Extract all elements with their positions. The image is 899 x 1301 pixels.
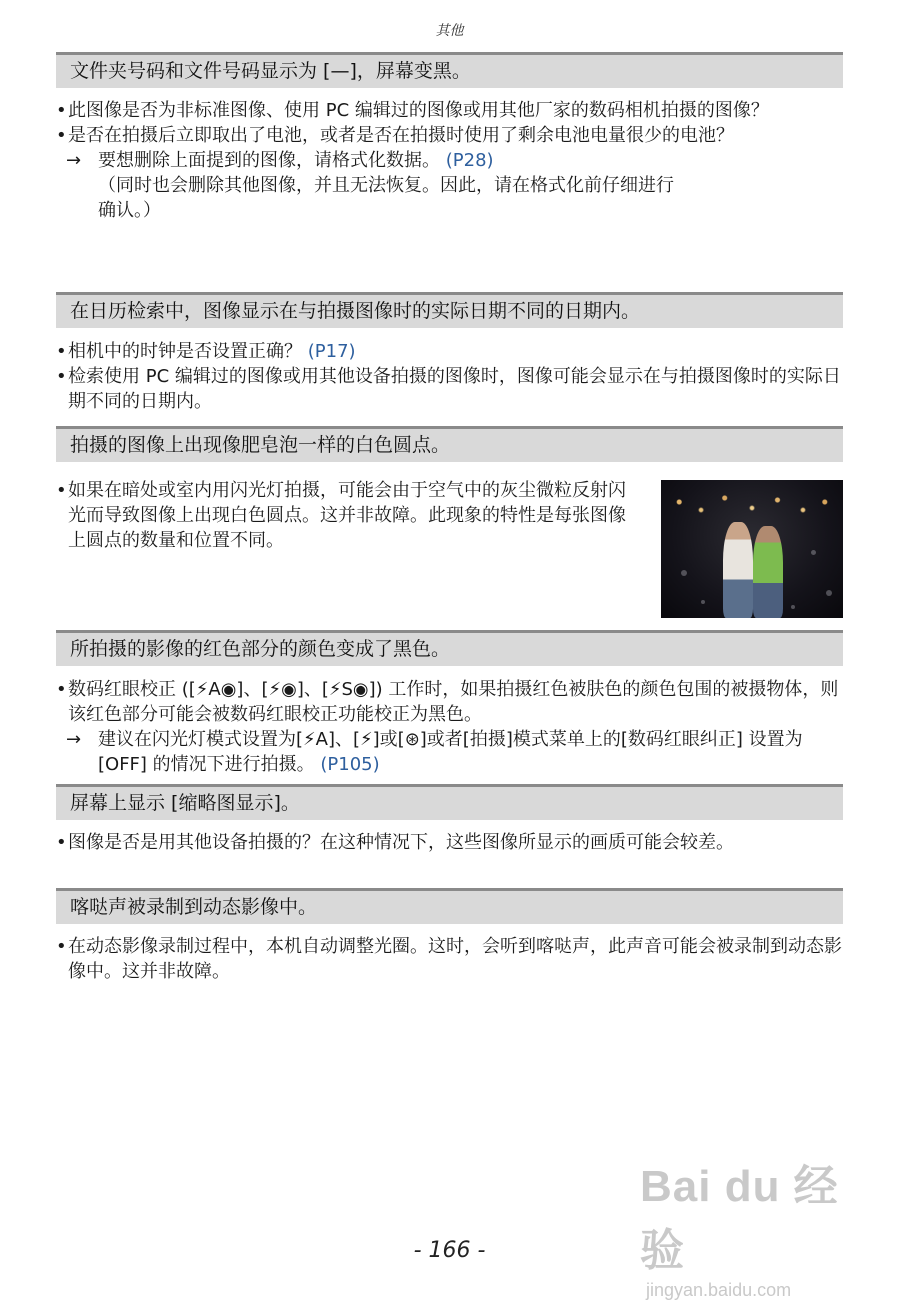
- page-number: - 166 -: [413, 1238, 486, 1263]
- arrow-icon: →: [66, 150, 82, 171]
- dust-orb: [791, 605, 795, 609]
- arrow-instruction: [56, 148, 843, 173]
- section-body-blank-folder-number: [56, 98, 843, 223]
- bullet-item: • 是否在拍摄后立即取出了电池，或者是否在拍摄时使用了剩余电池电量很少的电池？: [56, 123, 843, 148]
- bullet-item: • 在动态影像录制过程中，本机自动调整光圈。这时，会听到喀哒声，此声音可能会被录制到动态影像中。这并非故障。: [56, 934, 843, 984]
- instruction-text: 要想删除上面提到的图像，请格式化数据。: [98, 150, 440, 171]
- city-lights: [661, 486, 843, 526]
- page-reference: (P17): [307, 341, 356, 362]
- section-heading-thumbnail: 屏幕上显示 [缩略图显示]。: [56, 784, 843, 820]
- person-right: [753, 526, 783, 618]
- dust-orb: [701, 600, 705, 604]
- person-left: [723, 522, 753, 618]
- section-heading-click-sound: 喀哒声被录制到动态影像中。: [56, 888, 843, 924]
- bullet-item: • 图像是否是用其他设备拍摄的？在这种情况下，这些图像所显示的画质可能会较差。: [56, 830, 843, 855]
- bullet-item: • 此图像是否为非标准图像、使用 PC 编辑过的图像或用其他厂家的数码相机拍摄的图像？: [56, 98, 843, 123]
- note-line: 确认。）: [98, 200, 161, 221]
- dust-orb: [826, 590, 832, 596]
- section-body-red-to-black: [56, 677, 843, 777]
- section-body-calendar-search: [56, 339, 843, 414]
- bullet-item: • 数码红眼校正 ([⚡A◉]、[⚡◉]、[⚡S◉]) 工作时，如果拍摄红色被肤色的颜色包围的被摄物体，则该红色部分可能会被数码红眼校正功能校正为黑色。: [56, 677, 843, 727]
- instruction-text: 建议在闪光灯模式设置为[⚡A]、[⚡]或[⊛]或者[拍摄]模式菜单上的[数码红眼纠正] 设置为 [OFF] 的情况下进行拍摄。: [98, 729, 803, 775]
- note-line: （同时也会删除其他图像，并且无法恢复。因此，请在格式化前仔细进行: [98, 175, 674, 196]
- watermark-logo: Bai du 经验: [640, 1162, 839, 1275]
- arrow-icon: →: [66, 729, 82, 750]
- dust-orb: [681, 570, 687, 576]
- section-heading-white-dots: 拍摄的图像上出现像肥皂泡一样的白色圆点。: [56, 426, 843, 462]
- running-head: 其他: [435, 23, 464, 39]
- arrow-instruction: [56, 727, 843, 777]
- section-body-white-dots: [56, 478, 636, 553]
- section-heading-calendar-search: 在日历检索中，图像显示在与拍摄图像时的实际日期不同的日期内。: [56, 292, 843, 328]
- section-heading-red-to-black: 所拍摄的影像的红色部分的颜色变成了黑色。: [56, 630, 843, 666]
- dust-orb: [811, 550, 816, 555]
- page-reference: (P28): [445, 150, 494, 171]
- section-heading-blank-folder-number: 文件夹号码和文件号码显示为 [—]，屏幕变黑。: [56, 52, 843, 88]
- example-photo-flash-orbs: [661, 480, 843, 618]
- bullet-item: • 如果在暗处或室内用闪光灯拍摄，可能会由于空气中的灰尘微粒反射闪光而导致图像上出现白色圆点。这并非故障。此现象的特性是每张图像上圆点的数量和位置不同。: [56, 478, 636, 553]
- baidu-jingyan-watermark: [640, 1150, 870, 1300]
- page-reference: (P105): [320, 754, 380, 775]
- watermark-url: jingyan.baidu.com: [646, 1280, 792, 1300]
- section-body-click-sound: [56, 934, 843, 984]
- section-body-thumbnail: [56, 830, 843, 855]
- bullet-item: [56, 339, 843, 364]
- bullet-text: 相机中的时钟是否设置正确？: [68, 341, 302, 362]
- bullet-item: • 检索使用 PC 编辑过的图像或用其他设备拍摄的图像时，图像可能会显示在与拍摄图像时的实际日期不同的日期内。: [56, 364, 843, 414]
